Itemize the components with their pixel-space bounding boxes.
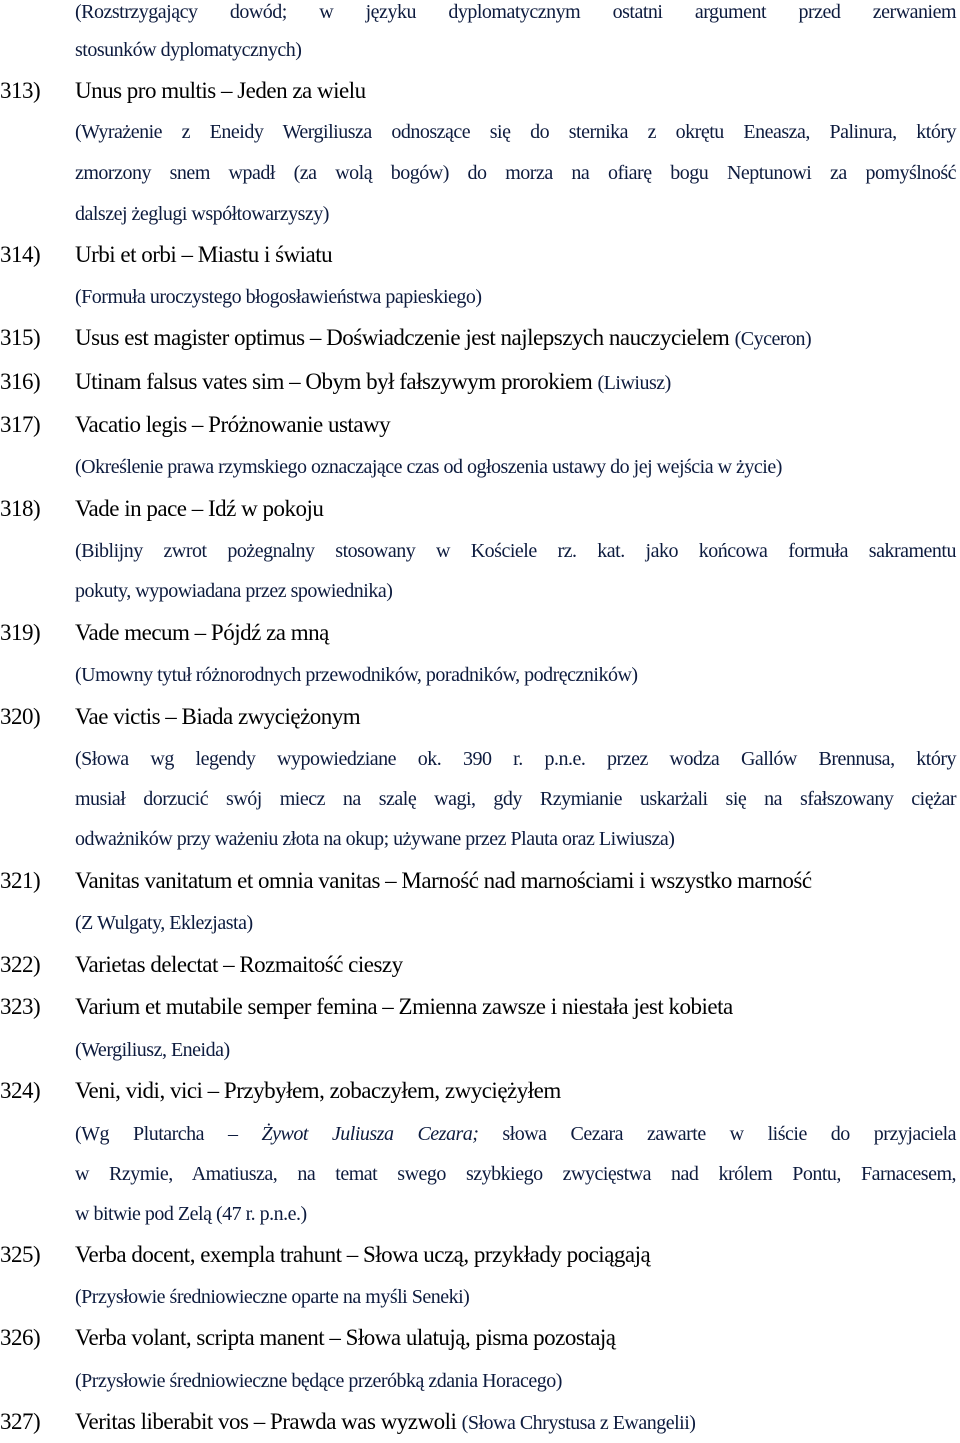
entry-text: Varium et mutabile semper femina – Zmienna zawsze i niestała jest kobieta [75, 994, 733, 1019]
entry-324 [0, 1071, 956, 1111]
entry-text: Veni, vidi, vici – Przybyłem, zobaczyłem, zwyciężyłem [75, 1078, 561, 1103]
note-line [75, 1114, 956, 1154]
note-text: (Słowa wg legendy wypowiedziane ok. 390 r. p.n.e. przez wodza Gallów Brennusa, który [75, 748, 956, 770]
note-text: (Umowny tytuł różnorodnych przewodników, poradników, podręczników) [75, 664, 638, 686]
entry-number: 315) [0, 325, 41, 350]
entry-number: 313) [0, 78, 41, 103]
entry-text: Urbi et orbi – Miastu i światu [75, 242, 333, 267]
entry-text: Vacatio legis – Próżnowanie ustawy [75, 412, 391, 437]
entry-text: Unus pro multis – Jeden za wielu [75, 78, 366, 103]
note-text: zmorzony snem wpadł (za wolą bogów) do morza na ofiarę bogu Neptunowi za pomyślność [75, 162, 956, 184]
note-text: musiał dorzucić swój miecz na szalę wagi, gdy Rzymianie uskarżali się na sfałszowany ciężar [75, 788, 956, 810]
entry-325 [0, 1235, 956, 1275]
entry-326 [0, 1318, 956, 1358]
entry-number: 322) [0, 952, 41, 977]
entry-number: 314) [0, 242, 41, 267]
entry-322 [0, 945, 956, 985]
entry-314 [0, 235, 956, 275]
note-text: stosunków dyplomatycznych) [75, 39, 302, 61]
note-line [75, 655, 956, 695]
note-line [75, 1194, 956, 1234]
entry-number: 326) [0, 1325, 41, 1350]
entry-text: Vanitas vanitatum et omnia vanitas – Marność nad marnościami i wszystko marność [75, 868, 812, 893]
entry-source: (Słowa Chrystusa z Ewangelii) [461, 1412, 696, 1434]
note-line [75, 1361, 956, 1401]
note-line [75, 447, 956, 487]
note-text: (Formuła uroczystego błogosławieństwa papieskiego) [75, 286, 482, 308]
entry-text: Varietas delectat – Rozmaitość cieszy [75, 952, 403, 977]
entry-317 [0, 405, 956, 445]
entry-text: Usus est magister optimus – Doświadczenie jest najlepszych nauczycielem [75, 325, 730, 350]
entry-number: 325) [0, 1242, 41, 1267]
entry-318 [0, 489, 956, 529]
note-text: dalszej żeglugi współtowarzyszy) [75, 203, 329, 225]
note-text: (Przysłowie średniowieczne oparte na myśli Seneki) [75, 1286, 470, 1308]
note-text: w bitwie pod Zelą (47 r. p.n.e.) [75, 1203, 307, 1225]
entry-text: Verba docent, exempla trahunt – Słowa uczą, przykłady pociągają [75, 1242, 651, 1267]
note-line [75, 779, 956, 819]
note-text: (Wergiliusz, Eneida) [75, 1039, 230, 1061]
entry-323 [0, 987, 956, 1027]
note-line [75, 277, 956, 317]
note-line [75, 531, 956, 571]
entry-327 [0, 1402, 956, 1442]
entry-text: Utinam falsus vates sim – Obym był fałszywym prorokiem [75, 369, 593, 394]
entry-text: Vade mecum – Pójdź za mną [75, 620, 329, 645]
entry-316 [0, 362, 956, 402]
note-line [75, 153, 956, 193]
entry-315 [0, 318, 956, 358]
note-text: (Biblijny zwrot pożegnalny stosowany w Kościele rz. kat. jako końcowa formuła sakramentu [75, 540, 956, 562]
entry-text: Veritas liberabit vos – Prawda was wyzwoli [75, 1409, 457, 1434]
note-text: w Rzymie, Amatiusza, na temat swego szybkiego zwycięstwa nad królem Pontu, Farnacesem, [75, 1163, 956, 1185]
entry-text: Vade in pace – Idź w pokoju [75, 496, 324, 521]
entry-number: 324) [0, 1078, 41, 1103]
entry-text: Vae victis – Biada zwyciężonym [75, 704, 361, 729]
note-text: odważników przy ważeniu złota na okup; używane przez Plauta oraz Liwiusza) [75, 828, 675, 850]
entry-number: 318) [0, 496, 41, 521]
note-italic-title: Żywot Juliusza Cezara; [261, 1123, 479, 1145]
note-line [75, 194, 956, 234]
entry-source: (Liwiusz) [597, 372, 671, 394]
entry-321 [0, 861, 956, 901]
entry-number: 323) [0, 994, 41, 1019]
note-line [75, 112, 956, 152]
note-line [75, 1277, 956, 1317]
entry-number: 321) [0, 868, 41, 893]
note-text: (Wg Plutarcha – [75, 1123, 238, 1145]
note-text: (Określenie prawa rzymskiego oznaczające czas od ogłoszenia ustawy do jej wejścia w życie) [75, 456, 782, 478]
note-text: słowa Cezara zawarte w liście do przyjaciela [502, 1123, 956, 1145]
entry-number: 327) [0, 1409, 41, 1434]
entry-text: Verba volant, scripta manent – Słowa ulatują, pisma pozostają [75, 1325, 616, 1350]
note-line [75, 739, 956, 779]
entry-source: (Cyceron) [734, 328, 812, 350]
note-text: (Rozstrzygający dowód; w języku dyplomatycznym ostatni argument przed zerwaniem [75, 1, 956, 23]
entry-number: 317) [0, 412, 41, 437]
entry-number: 319) [0, 620, 41, 645]
entry-319 [0, 613, 956, 653]
note-line [75, 571, 956, 611]
note-text: (Wyrażenie z Eneidy Wergiliusza odnoszące się do sternika z okrętu Eneasza, Palinura, który [75, 121, 956, 143]
entry-number: 320) [0, 704, 41, 729]
entry-320 [0, 697, 956, 737]
entry-number: 316) [0, 369, 41, 394]
note-line [75, 1154, 956, 1194]
note-line [75, 819, 956, 859]
note-text: pokuty, wypowiadana przez spowiednika) [75, 580, 393, 602]
note-line [75, 30, 956, 70]
note-text: (Przysłowie średniowieczne będące przeróbką zdania Horacego) [75, 1370, 562, 1392]
note-text: (Z Wulgaty, Eklezjasta) [75, 912, 253, 934]
entry-313 [0, 71, 956, 111]
note-line [75, 1030, 956, 1070]
note-line [75, 0, 956, 32]
note-line [75, 903, 956, 943]
